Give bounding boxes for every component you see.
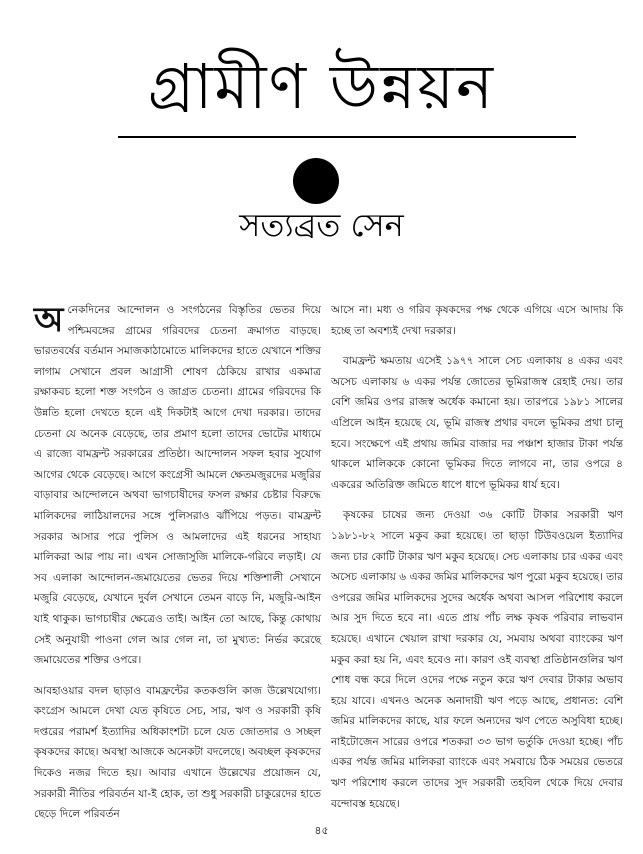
paragraph: আবহাওয়ার বদল ছাড়াও বামফ্রন্টের কতকগুলি কাজ উল্লেখযোগ্য। কংগ্রেস আমলে দেখা যেত কৃষিতে সেচ, সার, ঋণ ও সরকারী কৃষি দপ্তরের পরামর্শ ইত্যাদির অধিকাংশটা চলে যেত জোতদার ও সচ্ছল কৃষকদের কাছে। অবস্থা আজকে অনেকটা বদলেছে। অবচ্ছল কৃষকদের দিকেও নজর দিতে হয়। আবার এখানে উল্লেখের প্রয়োজন যে, সরকারী নীতির পরিবর্তন যা-ই হোক, তা শুধু সরকারী চাকুরেদের হাতে ছেড়ে দিলে পরিবর্তন bbox=[34, 684, 321, 821]
ornament-dot bbox=[293, 158, 339, 204]
paragraph: কৃষকের চাষের জন্য দেওয়া ৩৬ কোটি টাকার সরকারী ঋণ ১৯৮১-৮২ সালে মকুব করা হয়েছে। তা ছাড়া টিউবওয়েল ইত্যাদির জন্য চার কোটি টাকার ঋণ মকুব হয়েছে। সেচ এলাকায় চার একর এবং অসেচ এলাকায় ৬ একর জমির মালিকদের ঋণ পুরো মকুব হয়েছে। তার ওপরের জমির মালিকদের সুদের অর্ধেক অথবা আসল পরিশোধ করলে আর সুদ দিতে হবে না। এতে প্রায় পাঁচ লক্ষ কৃষক পরিবার লাভবান হয়েছে। এখানে খেয়াল রাখা দরকার যে, সমবায় অথবা ব্যাংকের ঋণ মকুব করা হয় নি, এবং হবেও না। কারণ ওই ব্যবস্থা প্রতিষ্ঠানগুলির ঋণ শোধ বন্ধ করে দিলে ওদের পক্ষে নতুন করে ঋণ দেবার টাকার অভাব হয়ে যাবে। এখনও অনেক অনাদায়ী ঋণ পড়ে আছে, প্রধানত: বেশি জমির মালিকদের কাছে, যার ফলে অন্যদের ঋণ পেতে অসুবিধা হচ্ছে। নাইটোজেন সারের ওপরে শতকরা ৩৩ ভাগ ভর্তুকি দেওয়া হচ্ছে। পাঁচ একর পর্যন্ত জমির মালিকরা ব্যাংকে এবং সমবায়ে ঠিক সময়ের ভেতরে ঋণ পরিশোধ করলে তাদের সুদ সরকারী তহবিল থেকে দিয়ে দেবার বন্দোবস্ত হয়েছে। bbox=[331, 509, 623, 810]
title-rule bbox=[118, 136, 576, 138]
paragraph: আসে না। মধ্য ও গরিব কৃষকদের পক্ষ থেকে এগিয়ে এসে আদায় কি হচ্ছে তা অবশ্যই দেখা দরকার। bbox=[331, 304, 623, 337]
paragraph: বামফ্রন্ট ক্ষমতায় এসেই ১৯৭৭ সালে সেচ এলাকায় ৪ একর এবং অসেচ এলাকায় ৬ একর পর্যন্ত জোতের ভূমিরাজস্ব রেহাই দেয়। তার বেশি জমির ওপর রাজস্ব অর্ধেক কমানো হয়। তারপরে ১৯৮১ সালের এপ্রিলে আইন হয়েছে যে, ভূমি রাজস্ব প্রথার বদলে ভূমিকর প্রথা চালু হবে। সংক্ষেপে এই প্রথায় জমির বাজার দর পঞ্চাশ হাজার টাকা পর্যন্ত থাকলে মালিককে কোনো ভূমিকর দিতে লাগবে না, তার ওপরে ৪ একরের অতিরিক্ত জমিতে ধাপে ধাপে ভূমিকর ধার্য হবে। bbox=[331, 355, 623, 491]
page-number: ৪৫ bbox=[314, 824, 329, 837]
drop-cap: অ bbox=[34, 300, 64, 340]
author-name: সত্যব্রত সেন bbox=[239, 206, 404, 244]
left-column bbox=[34, 300, 321, 835]
article-title: গ্রামীণ উন্নয়ন bbox=[148, 50, 495, 123]
paragraph-text: নেকদিনের আন্দোলন ও সংগঠনের বিস্তৃতির ভেতর দিয়ে পশ্চিমবঙ্গের গ্রামের গরিবদের চেতনা ক্রমাগত বাড়ছে। ভারতবর্ষের বর্তমান সমাজকাঠামোতে মালিকদের হাতে যেখানে শক্তির লাগাম সেখানে প্রবল আগ্রাসী শোষণ ঠেকিয়ে রাখার একমাত্র রক্ষাকবচ হলো শক্ত সংগঠন ও জাগ্রত চেতনা। গ্রামের গরিবদের কি উন্নতি হলো দেখতে হলে এই দিকটাই আগে দেখা দরকার। তাদের চেতনা যে অনেক বেড়েছে, তার প্রমাণ হলো তাদের ভোটের মাধ্যমে এ রাজ্যে বামফ্রন্ট সরকারের প্রতিষ্ঠা। আন্দোলন সফল হবার সুযোগ আগের থেকে বেড়েছে। আগে কংগ্রেসী আমলে ক্ষেতমজুরদের মজুরির বাড়াবার আন্দোলনে অথবা ভাগচাষীদের ফসল রক্ষার চেষ্টার বিরুদ্ধে মালিকদের লাঠিয়ালদের সঙ্গে পুলিসরাও ঝাঁপিয়ে পড়ত। বামফ্রন্ট সরকার আসার পরে পুলিস ও আমলাদের এই ধরনের সাহায্য মালিকরা আর পায় না। এখন সোজাসুজি মালিকে-গরিবে লড়াই। যে সব এলাকা আন্দোলন-জমায়েতের ভেতর দিয়ে শক্তিশালী সেখানে মজুরি বেড়েছে, যেখানে দুর্বল সেখানে তেমন বাড়ে নি, মজুরি-আইন যাই থাকুক। ভাগচাষীর ক্ষেত্রেও তাই। আইন তো আছে, কিন্তু কোথায় সেই অনুযায়ী পাওনা গেল আর গেল না, তা মুখ্যত: নির্ভর করেছে জমায়েতের শক্তির ওপরে। bbox=[34, 304, 321, 667]
paragraph bbox=[34, 300, 321, 671]
right-column bbox=[331, 300, 623, 824]
